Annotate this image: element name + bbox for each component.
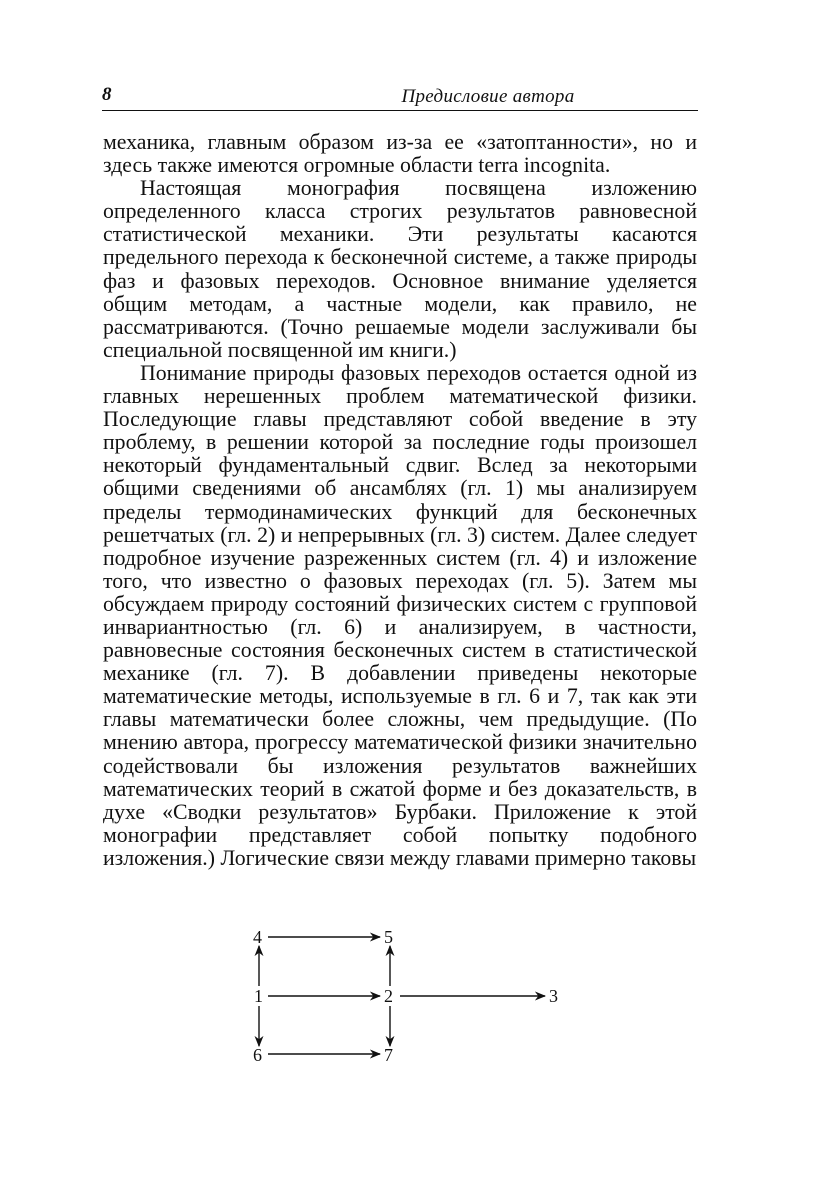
node-7: 7 [384,1045,393,1065]
header-rule [102,110,698,111]
running-title: Предисловие автора [401,86,575,107]
paragraph-chapter-overview: Понимание природы фазовых переходов остается одной из главных нерешенных проблем математической физики. Последующие главы представляют собой введение в эту проблему, в решении которой за последние годы произошел некоторый фундаментальный сдвиг. Вслед за некоторыми общими сведениями об ансамблях (гл. 1) мы анализируем пределы термодинамических функций для бесконечных решетчатых (гл. 2) и непрерывных (гл. 3) систем. Далее следует подробное изучение разреженных систем (гл. 4) и изложение того, что известно о фазовых переходах (гл. 5). Затем мы обсуждаем природу состояний физических систем с групповой инвариантностью (гл. 6) и анализируем, в частности, равновесные состояния бесконечных систем в статистической механике (гл. 7). В добавлении приведены некоторые математические методы, используемые в гл. 6 и 7, так как эти главы математически более сложны, чем предыдущие. (По мнению автора, прогрессу математической физики значительно содействовали бы изложения результатов важнейших математических теорий в сжатой форме и без доказательств, в духе «Сводки результатов» Бурбаки. Приложение к этой монографии представляет собой попытку подобного изложения.) Логические связи между главами примерно таковы [103,360,697,870]
node-1: 1 [254,986,263,1006]
chapter-dependency-diagram [240,922,580,1072]
node-5: 5 [384,927,393,947]
body-text [103,131,697,870]
paragraph-continuation: механика, главным образом из-за ее «затоптанности», но и здесь также имеются огромные области terra incognita. [103,130,697,178]
node-6: 6 [253,1045,262,1065]
node-4: 4 [253,927,262,947]
paragraph-monograph-scope: Настоящая монография посвящена изложению определенного класса строгих результатов равновесной статистической механики. Эти результаты касаются предельного перехода к бесконечной системе, а также природы фаз и фазовых переходов. Основное внимание уделяется общим методам, а частные модели, как правило, не рассматриваются. (Точно решаемые модели заслуживали бы специальной посвященной им книги.) [103,176,697,362]
page-header [102,84,698,112]
node-3: 3 [549,986,558,1006]
node-2: 2 [384,986,393,1006]
page-number: 8 [102,84,112,105]
